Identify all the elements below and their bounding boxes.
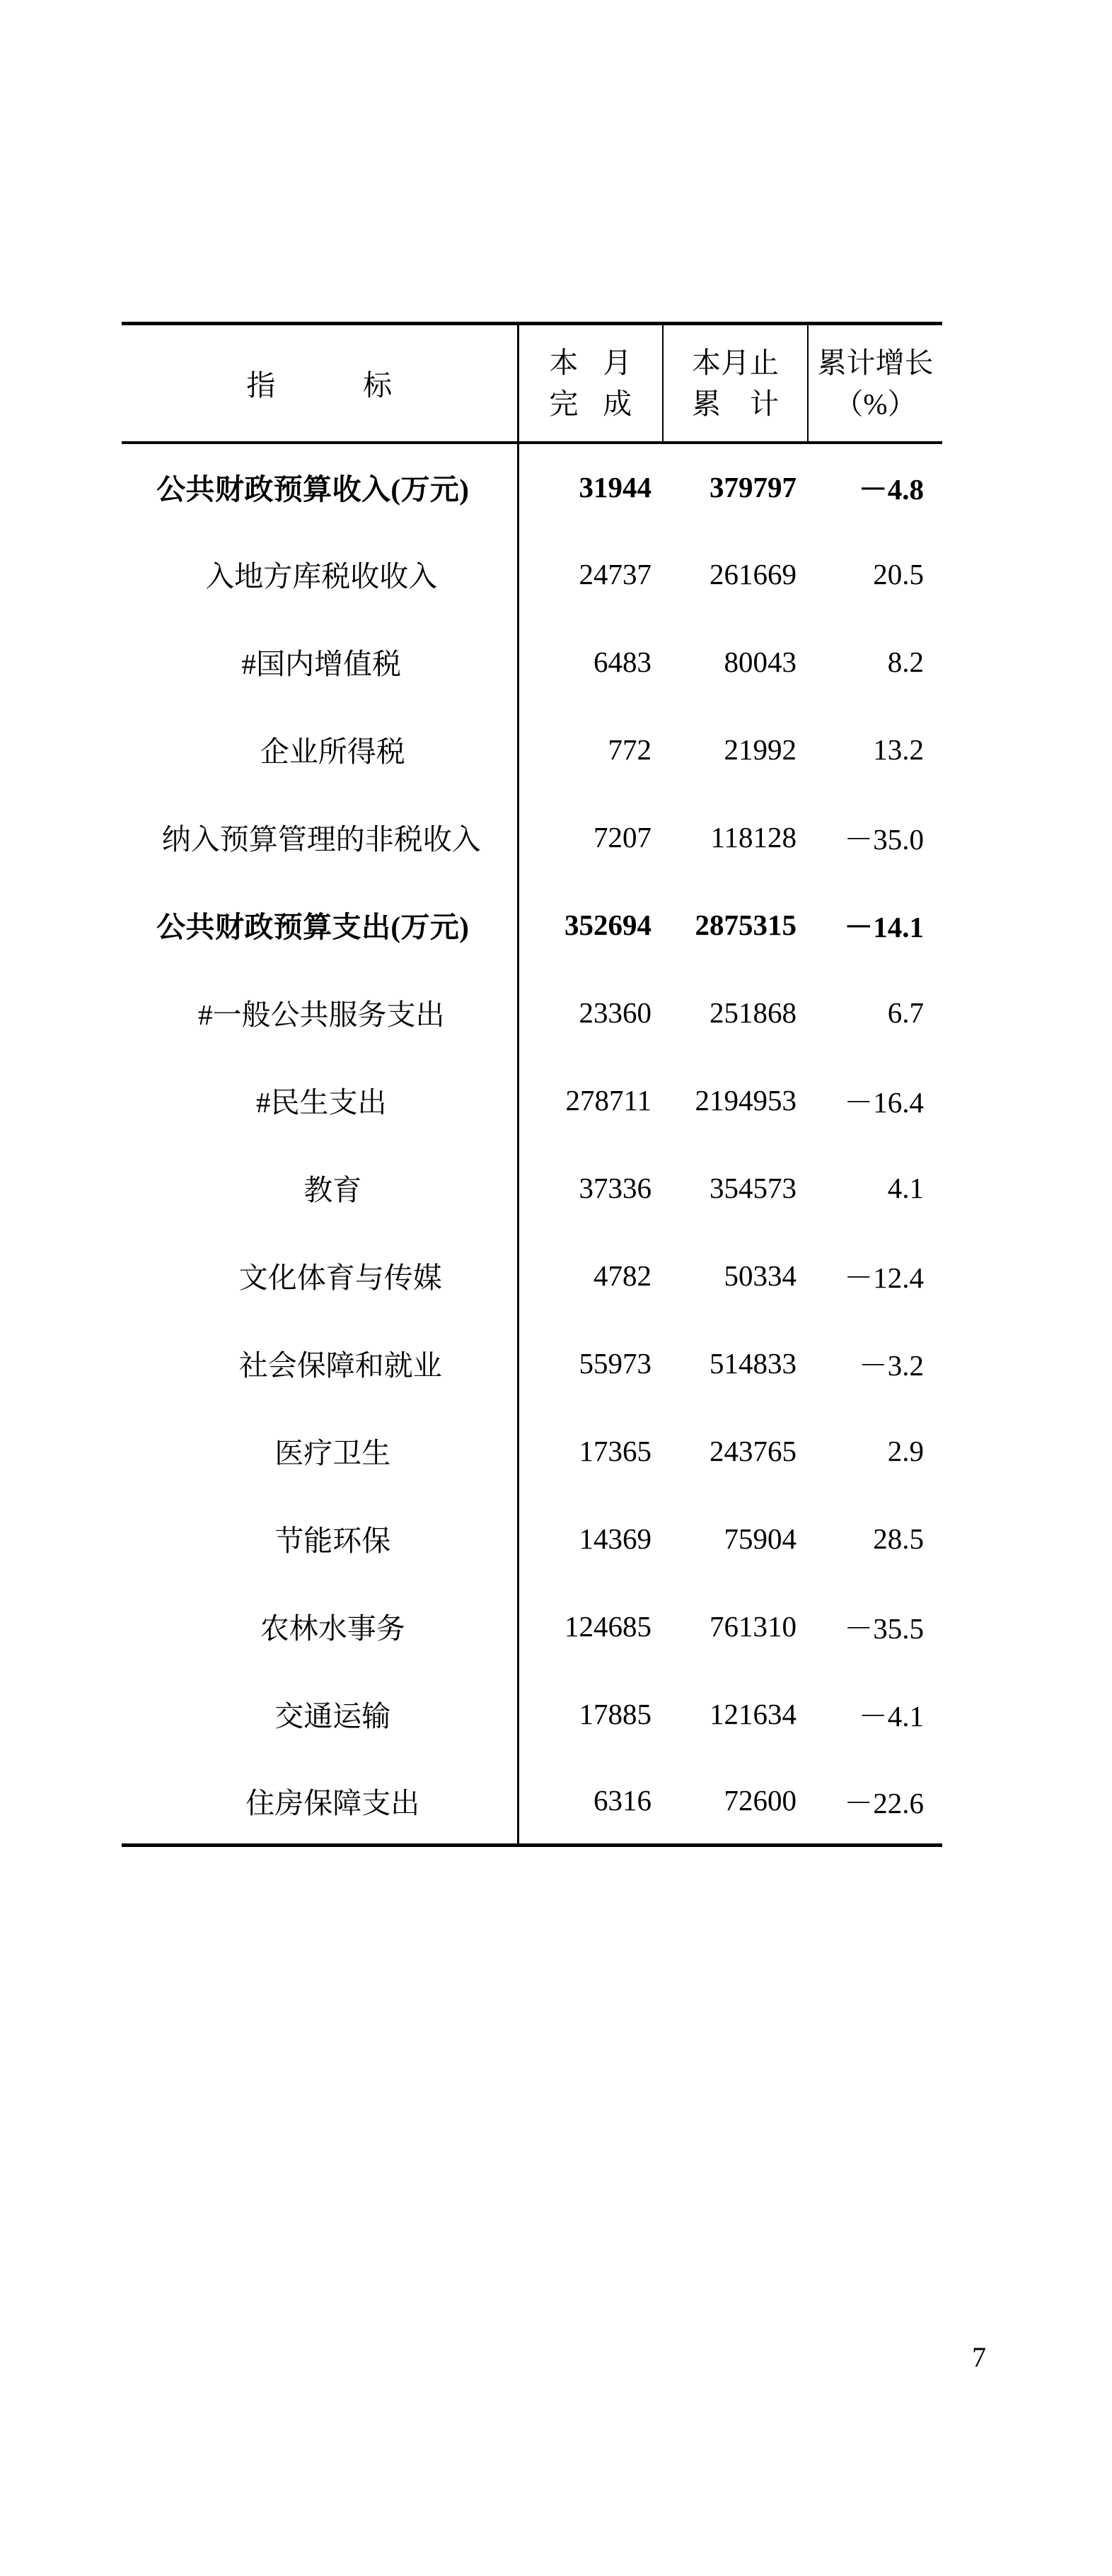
row-cumulative-value: 121634: [710, 1697, 797, 1730]
row-cumulative-value: 243765: [710, 1434, 797, 1467]
row-growth-value: －12.4: [844, 1261, 924, 1294]
row-cumulative-value: 21992: [724, 733, 797, 766]
table-row: [122, 1056, 942, 1144]
row-cumulative-value: 761310: [710, 1609, 797, 1643]
row-label: 纳入预算管理的非税收入: [122, 793, 518, 881]
table-header-row: [122, 324, 942, 443]
statistics-table: [122, 322, 942, 1847]
row-month-value: 31944: [579, 470, 651, 503]
row-growth-value: 4.1: [887, 1171, 924, 1204]
row-growth-value: 6.7: [887, 996, 924, 1029]
row-label: 节能环保: [122, 1495, 518, 1583]
row-month-value: 6316: [518, 1758, 663, 1846]
row-label: 医疗卫生: [122, 1407, 518, 1495]
table-row: [122, 1670, 942, 1758]
table-row: [122, 793, 942, 881]
fiscal-statistics-table: [122, 322, 942, 1847]
row-month-value: 24737: [579, 557, 651, 590]
row-growth-value: 8.2: [887, 645, 924, 678]
row-growth-value: －14.1: [844, 911, 924, 943]
row-label: #民生支出: [122, 1056, 518, 1144]
row-month-value: 14369: [579, 1522, 651, 1555]
row-month-value: 124685: [564, 1609, 651, 1643]
row-month-value: 17885: [579, 1697, 651, 1730]
row-growth-value: －4.1: [858, 1700, 924, 1732]
row-growth-value: 28.5: [873, 1522, 924, 1555]
row-label: 公共财政预算支出(万元): [122, 881, 518, 969]
row-label: 交通运输: [122, 1670, 518, 1758]
row-month-value: 37336: [579, 1171, 651, 1204]
row-cumulative-value: 2194953: [695, 1083, 797, 1117]
row-cumulative-value: 2875315: [695, 908, 797, 941]
row-growth-value: －4.8: [858, 473, 924, 506]
table-header: [122, 324, 942, 443]
row-growth-value: －35.0: [844, 823, 924, 856]
row-growth-value: －3.2: [858, 1349, 924, 1382]
row-growth-value: －35.5: [844, 1612, 924, 1645]
row-month-value: 6483: [593, 645, 651, 678]
row-label: 入地方库税收收入: [122, 530, 518, 618]
row-cumulative-value: 80043: [724, 645, 797, 678]
table-row: [122, 530, 942, 618]
row-growth-value: －22.6: [808, 1758, 942, 1846]
row-month-value: 4782: [593, 1259, 651, 1292]
row-month-value: 352694: [564, 908, 651, 941]
table-row: [122, 1758, 942, 1846]
row-month-value: 23360: [579, 996, 651, 1029]
row-cumulative-value: 354573: [710, 1171, 797, 1204]
row-month-value: 278711: [565, 1083, 651, 1117]
column-header-month-line1: 本 月: [549, 346, 641, 379]
column-header-cumulative-line1: 本月止: [692, 346, 779, 379]
table-row: [122, 1144, 942, 1232]
table-row: [122, 881, 942, 969]
column-header-indicator: 指 标: [122, 324, 518, 443]
row-growth-value: 20.5: [873, 557, 924, 590]
column-header-growth-line1: 累计增长: [817, 346, 934, 379]
row-growth-value: 2.9: [887, 1434, 924, 1467]
table-row: [122, 1495, 942, 1583]
column-header-month: [518, 324, 663, 443]
column-header-month-line2: 完 成: [549, 387, 641, 420]
row-label: 社会保障和就业: [122, 1319, 518, 1407]
table-row: [122, 1232, 942, 1319]
table-row: [122, 969, 942, 1056]
table-body: [122, 443, 942, 1846]
row-growth-value: 13.2: [873, 733, 924, 766]
table-row: [122, 706, 942, 793]
row-label: 公共财政预算收入(万元): [122, 443, 518, 530]
column-header-growth-line2: （%）: [834, 387, 917, 420]
column-header-cumulative: [663, 324, 808, 443]
row-label: 文化体育与传媒: [122, 1232, 518, 1319]
row-label: 农林水事务: [122, 1583, 518, 1670]
row-label: #一般公共服务支出: [122, 969, 518, 1056]
row-growth-value: －16.4: [844, 1086, 924, 1119]
row-cumulative-value: 50334: [724, 1259, 797, 1292]
table-row: [122, 1319, 942, 1407]
row-cumulative-value: 75904: [724, 1522, 797, 1555]
row-cumulative-value: 261669: [710, 557, 797, 590]
column-header-cumulative-line2: 累 计: [692, 387, 779, 420]
row-cumulative-value: 251868: [710, 996, 797, 1029]
row-label: 企业所得税: [122, 706, 518, 793]
row-label: #国内增值税: [122, 618, 518, 706]
row-cumulative-value: 514833: [710, 1346, 797, 1380]
row-cumulative-value: 379797: [710, 470, 797, 503]
row-label: 教育: [122, 1144, 518, 1232]
row-month-value: 55973: [579, 1346, 651, 1380]
row-cumulative-value: 118128: [710, 820, 797, 853]
table-row: [122, 1407, 942, 1495]
row-month-value: 17365: [579, 1434, 651, 1467]
column-header-growth: [808, 324, 942, 443]
table-row: [122, 443, 942, 530]
row-label: 住房保障支出: [122, 1758, 518, 1846]
table-row: [122, 1583, 942, 1670]
row-cumulative-value: 72600: [663, 1758, 808, 1846]
row-month-value: 7207: [593, 820, 651, 853]
page-number: 7: [972, 2341, 986, 2373]
table-row: [122, 618, 942, 706]
row-month-value: 772: [608, 733, 651, 766]
